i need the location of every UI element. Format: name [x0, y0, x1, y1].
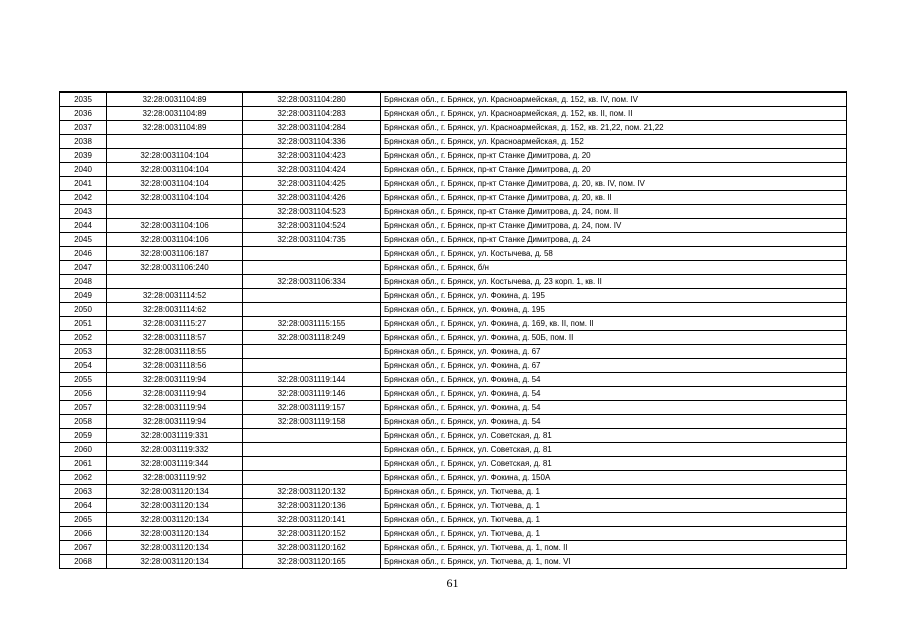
table-row — [60, 485, 847, 499]
cadastral-number-cell: 32:28:0031119:92 — [107, 471, 243, 485]
row-number-cell: 2063 — [60, 485, 107, 499]
cadastral-number-cell: 32:28:0031104:106 — [107, 233, 243, 247]
object-cadastral-number-cell: 32:28:0031104:735 — [243, 233, 381, 247]
cadastral-number-cell: 32:28:0031120:134 — [107, 555, 243, 569]
row-number-cell: 2038 — [60, 135, 107, 149]
cadastral-number-cell: 32:28:0031119:344 — [107, 457, 243, 471]
address-cell: Брянская обл., г. Брянск, ул. Фокина, д. 67 — [381, 359, 847, 373]
cadastral-number-cell: 32:28:0031104:89 — [107, 121, 243, 135]
cadastral-number-cell: 32:28:0031120:134 — [107, 541, 243, 555]
object-cadastral-number-cell: 32:28:0031104:280 — [243, 92, 381, 107]
object-cadastral-number-cell: 32:28:0031120:165 — [243, 555, 381, 569]
object-cadastral-number-cell — [243, 471, 381, 485]
row-number-cell: 2042 — [60, 191, 107, 205]
cadastral-number-cell: 32:28:0031120:134 — [107, 513, 243, 527]
table-row — [60, 345, 847, 359]
cadastral-number-cell: 32:28:0031119:94 — [107, 387, 243, 401]
row-number-cell: 2061 — [60, 457, 107, 471]
table-row — [60, 303, 847, 317]
object-cadastral-number-cell: 32:28:0031120:162 — [243, 541, 381, 555]
row-number-cell: 2048 — [60, 275, 107, 289]
table-row — [60, 513, 847, 527]
table-row — [60, 92, 847, 107]
cadastral-number-cell: 32:28:0031119:94 — [107, 401, 243, 415]
cadastral-number-cell: 32:28:0031104:89 — [107, 107, 243, 121]
row-number-cell: 2053 — [60, 345, 107, 359]
cadastral-number-cell: 32:28:0031114:62 — [107, 303, 243, 317]
address-cell: Брянская обл., г. Брянск, ул. Тютчева, д. 1, пом. II — [381, 541, 847, 555]
object-cadastral-number-cell: 32:28:0031119:157 — [243, 401, 381, 415]
row-number-cell: 2051 — [60, 317, 107, 331]
address-cell: Брянская обл., г. Брянск, ул. Тютчева, д. 1, пом. VI — [381, 555, 847, 569]
table-row — [60, 191, 847, 205]
address-cell: Брянская обл., г. Брянск, ул. Фокина, д. 54 — [381, 401, 847, 415]
address-cell: Брянская обл., г. Брянск, ул. Костычева, д. 58 — [381, 247, 847, 261]
address-cell: Брянская обл., г. Брянск, ул. Красноармейская, д. 152, кв. IV, пом. IV — [381, 92, 847, 107]
object-cadastral-number-cell — [243, 247, 381, 261]
row-number-cell: 2067 — [60, 541, 107, 555]
row-number-cell: 2043 — [60, 205, 107, 219]
cadastral-number-cell: 32:28:0031118:57 — [107, 331, 243, 345]
row-number-cell: 2056 — [60, 387, 107, 401]
table-row — [60, 373, 847, 387]
object-cadastral-number-cell — [243, 345, 381, 359]
table-row — [60, 289, 847, 303]
cadastral-number-cell: 32:28:0031119:331 — [107, 429, 243, 443]
address-cell: Брянская обл., г. Брянск, ул. Тютчева, д. 1 — [381, 513, 847, 527]
row-number-cell: 2054 — [60, 359, 107, 373]
table-row — [60, 387, 847, 401]
table-row — [60, 107, 847, 121]
address-cell: Брянская обл., г. Брянск, пр-кт Станке Димитрова, д. 24, пом. II — [381, 205, 847, 219]
object-cadastral-number-cell — [243, 457, 381, 471]
table-row — [60, 541, 847, 555]
row-number-cell: 2044 — [60, 219, 107, 233]
object-cadastral-number-cell: 32:28:0031104:523 — [243, 205, 381, 219]
object-cadastral-number-cell — [243, 289, 381, 303]
address-cell: Брянская обл., г. Брянск, ул. Тютчева, д. 1 — [381, 499, 847, 513]
cadastral-number-cell: 32:28:0031104:104 — [107, 191, 243, 205]
address-cell: Брянская обл., г. Брянск, ул. Советская, д. 81 — [381, 443, 847, 457]
table-row — [60, 121, 847, 135]
address-cell: Брянская обл., г. Брянск, ул. Фокина, д. 50Б, пом. II — [381, 331, 847, 345]
row-number-cell: 2050 — [60, 303, 107, 317]
table-row — [60, 233, 847, 247]
cadastral-number-cell: 32:28:0031114:52 — [107, 289, 243, 303]
cadastral-number-cell: 32:28:0031104:104 — [107, 163, 243, 177]
row-number-cell: 2040 — [60, 163, 107, 177]
table-row — [60, 471, 847, 485]
object-cadastral-number-cell: 32:28:0031120:152 — [243, 527, 381, 541]
object-cadastral-number-cell — [243, 429, 381, 443]
address-cell: Брянская обл., г. Брянск, ул. Фокина, д. 54 — [381, 415, 847, 429]
row-number-cell: 2049 — [60, 289, 107, 303]
table-row — [60, 555, 847, 569]
table-row — [60, 443, 847, 457]
cadastral-number-cell: 32:28:0031106:240 — [107, 261, 243, 275]
address-cell: Брянская обл., г. Брянск, ул. Красноармейская, д. 152, кв. II, пом. II — [381, 107, 847, 121]
cadastral-number-cell: 32:28:0031118:56 — [107, 359, 243, 373]
object-cadastral-number-cell: 32:28:0031118:249 — [243, 331, 381, 345]
object-cadastral-number-cell: 32:28:0031104:336 — [243, 135, 381, 149]
address-cell: Брянская обл., г. Брянск, ул. Фокина, д. 195 — [381, 289, 847, 303]
object-cadastral-number-cell — [243, 359, 381, 373]
table-row — [60, 149, 847, 163]
cadastral-number-cell: 32:28:0031119:94 — [107, 415, 243, 429]
table-row — [60, 317, 847, 331]
object-cadastral-number-cell: 32:28:0031104:524 — [243, 219, 381, 233]
table-row — [60, 331, 847, 345]
object-cadastral-number-cell: 32:28:0031104:424 — [243, 163, 381, 177]
address-cell: Брянская обл., г. Брянск, ул. Фокина, д. 195 — [381, 303, 847, 317]
table-row — [60, 275, 847, 289]
cadastral-number-cell: 32:28:0031119:94 — [107, 373, 243, 387]
object-cadastral-number-cell: 32:28:0031104:283 — [243, 107, 381, 121]
row-number-cell: 2039 — [60, 149, 107, 163]
row-number-cell: 2037 — [60, 121, 107, 135]
object-cadastral-number-cell: 32:28:0031104:426 — [243, 191, 381, 205]
row-number-cell: 2057 — [60, 401, 107, 415]
row-number-cell: 2047 — [60, 261, 107, 275]
row-number-cell: 2036 — [60, 107, 107, 121]
cadastral-number-cell: 32:28:0031106:187 — [107, 247, 243, 261]
address-cell: Брянская обл., г. Брянск, пр-кт Станке Димитрова, д. 20, кв. IV, пом. IV — [381, 177, 847, 191]
address-cell: Брянская обл., г. Брянск, ул. Советская, д. 81 — [381, 457, 847, 471]
address-cell: Брянская обл., г. Брянск, ул. Фокина, д. 54 — [381, 373, 847, 387]
table-row — [60, 415, 847, 429]
page-number: 61 — [446, 576, 459, 590]
table-row — [60, 219, 847, 233]
address-cell: Брянская обл., г. Брянск, ул. Тютчева, д. 1 — [381, 485, 847, 499]
object-cadastral-number-cell: 32:28:0031119:146 — [243, 387, 381, 401]
property-table — [59, 91, 847, 569]
table-row — [60, 247, 847, 261]
table-row — [60, 499, 847, 513]
address-cell: Брянская обл., г. Брянск, ул. Костычева, д. 23 корп. 1, кв. II — [381, 275, 847, 289]
row-number-cell: 2065 — [60, 513, 107, 527]
row-number-cell: 2066 — [60, 527, 107, 541]
table-row — [60, 457, 847, 471]
row-number-cell: 2062 — [60, 471, 107, 485]
object-cadastral-number-cell: 32:28:0031104:425 — [243, 177, 381, 191]
cadastral-number-cell — [107, 135, 243, 149]
address-cell: Брянская обл., г. Брянск, ул. Фокина, д. 150А — [381, 471, 847, 485]
table-row — [60, 401, 847, 415]
row-number-cell: 2064 — [60, 499, 107, 513]
row-number-cell: 2035 — [60, 92, 107, 107]
cadastral-number-cell: 32:28:0031120:134 — [107, 485, 243, 499]
table-row — [60, 205, 847, 219]
cadastral-number-cell: 32:28:0031115:27 — [107, 317, 243, 331]
object-cadastral-number-cell: 32:28:0031119:144 — [243, 373, 381, 387]
object-cadastral-number-cell — [243, 303, 381, 317]
cadastral-number-cell: 32:28:0031119:332 — [107, 443, 243, 457]
address-cell: Брянская обл., г. Брянск, пр-кт Станке Димитрова, д. 24 — [381, 233, 847, 247]
row-number-cell: 2052 — [60, 331, 107, 345]
table-row — [60, 163, 847, 177]
cadastral-number-cell: 32:28:0031104:106 — [107, 219, 243, 233]
object-cadastral-number-cell: 32:28:0031115:155 — [243, 317, 381, 331]
object-cadastral-number-cell: 32:28:0031120:141 — [243, 513, 381, 527]
cadastral-number-cell: 32:28:0031104:104 — [107, 149, 243, 163]
row-number-cell: 2068 — [60, 555, 107, 569]
object-cadastral-number-cell: 32:28:0031120:136 — [243, 499, 381, 513]
cadastral-number-cell — [107, 205, 243, 219]
address-cell: Брянская обл., г. Брянск, пр-кт Станке Димитрова, д. 20, кв. II — [381, 191, 847, 205]
object-cadastral-number-cell: 32:28:0031106:334 — [243, 275, 381, 289]
object-cadastral-number-cell: 32:28:0031119:158 — [243, 415, 381, 429]
object-cadastral-number-cell: 32:28:0031104:284 — [243, 121, 381, 135]
row-number-cell: 2045 — [60, 233, 107, 247]
cadastral-number-cell: 32:28:0031118:55 — [107, 345, 243, 359]
table-row — [60, 527, 847, 541]
object-cadastral-number-cell — [243, 443, 381, 457]
cadastral-number-cell: 32:28:0031120:134 — [107, 499, 243, 513]
row-number-cell: 2055 — [60, 373, 107, 387]
address-cell: Брянская обл., г. Брянск, ул. Тютчева, д. 1 — [381, 527, 847, 541]
row-number-cell: 2060 — [60, 443, 107, 457]
row-number-cell: 2046 — [60, 247, 107, 261]
table-row — [60, 261, 847, 275]
table-row — [60, 135, 847, 149]
row-number-cell: 2041 — [60, 177, 107, 191]
table-row — [60, 177, 847, 191]
row-number-cell: 2059 — [60, 429, 107, 443]
cadastral-number-cell — [107, 275, 243, 289]
table-row — [60, 359, 847, 373]
cadastral-number-cell: 32:28:0031104:89 — [107, 92, 243, 107]
address-cell: Брянская обл., г. Брянск, ул. Фокина, д. 54 — [381, 387, 847, 401]
object-cadastral-number-cell: 32:28:0031120:132 — [243, 485, 381, 499]
address-cell: Брянская обл., г. Брянск, ул. Фокина, д. 169, кв. II, пом. II — [381, 317, 847, 331]
table-row — [60, 429, 847, 443]
cadastral-number-cell: 32:28:0031104:104 — [107, 177, 243, 191]
cadastral-number-cell: 32:28:0031120:134 — [107, 527, 243, 541]
address-cell: Брянская обл., г. Брянск, пр-кт Станке Димитрова, д. 20 — [381, 163, 847, 177]
object-cadastral-number-cell — [243, 261, 381, 275]
table-body — [60, 92, 847, 569]
address-cell: Брянская обл., г. Брянск, пр-кт Станке Димитрова, д. 20 — [381, 149, 847, 163]
object-cadastral-number-cell: 32:28:0031104:423 — [243, 149, 381, 163]
address-cell: Брянская обл., г. Брянск, ул. Красноармейская, д. 152 — [381, 135, 847, 149]
address-cell: Брянская обл., г. Брянск, б/н — [381, 261, 847, 275]
row-number-cell: 2058 — [60, 415, 107, 429]
address-cell: Брянская обл., г. Брянск, ул. Советская, д. 81 — [381, 429, 847, 443]
address-cell: Брянская обл., г. Брянск, ул. Фокина, д. 67 — [381, 345, 847, 359]
address-cell: Брянская обл., г. Брянск, пр-кт Станке Димитрова, д. 24, пом. IV — [381, 219, 847, 233]
address-cell: Брянская обл., г. Брянск, ул. Красноармейская, д. 152, кв. 21,22, пом. 21,22 — [381, 121, 847, 135]
